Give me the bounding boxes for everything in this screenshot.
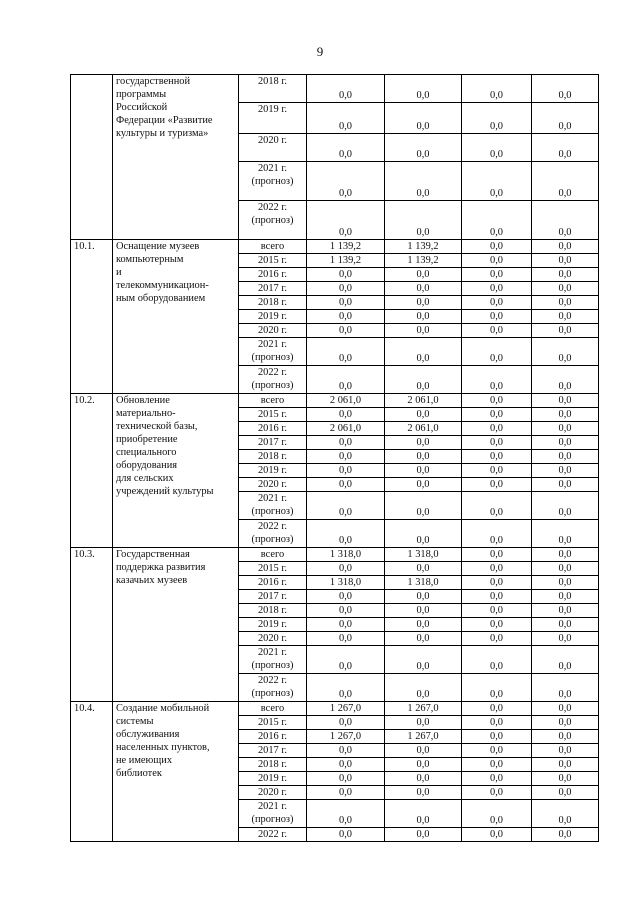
value-cell: 0,0 (307, 562, 385, 576)
value-cell: 0,0 (385, 758, 462, 772)
value-cell: 0,0 (462, 464, 532, 478)
period-cell: 2018 г. (239, 296, 307, 310)
value-cell: 0,0 (532, 134, 599, 162)
value-cell: 0,0 (385, 618, 462, 632)
value-cell: 0,0 (462, 520, 532, 548)
value-cell: 0,0 (462, 674, 532, 702)
value-cell: 1 139,2 (307, 240, 385, 254)
value-cell: 0,0 (385, 296, 462, 310)
budget-table (70, 74, 599, 842)
value-cell: 0,0 (385, 562, 462, 576)
period-cell: 2017 г. (239, 436, 307, 450)
value-cell: 0,0 (385, 828, 462, 842)
value-cell: 0,0 (532, 103, 599, 134)
value-cell: 0,0 (532, 310, 599, 324)
value-cell: 0,0 (385, 492, 462, 520)
value-cell: 0,0 (385, 478, 462, 492)
value-cell: 0,0 (385, 772, 462, 786)
value-cell: 0,0 (385, 338, 462, 366)
value-cell: 1 267,0 (307, 702, 385, 716)
section-name: государственной программы Российской Федерации «Развитие культуры и туризма» (113, 75, 239, 240)
value-cell: 0,0 (462, 366, 532, 394)
period-cell: 2022 г. (прогноз) (239, 520, 307, 548)
value-cell: 0,0 (462, 562, 532, 576)
value-cell: 2 061,0 (307, 394, 385, 408)
value-cell: 0,0 (307, 828, 385, 842)
period-cell: 2016 г. (239, 268, 307, 282)
value-cell: 0,0 (462, 450, 532, 464)
value-cell: 0,0 (462, 103, 532, 134)
value-cell: 0,0 (532, 800, 599, 828)
value-cell: 0,0 (462, 632, 532, 646)
value-cell: 0,0 (532, 604, 599, 618)
value-cell: 0,0 (532, 75, 599, 103)
period-cell: 2018 г. (239, 75, 307, 103)
value-cell: 1 267,0 (307, 730, 385, 744)
period-cell: 2022 г. (прогноз) (239, 674, 307, 702)
value-cell: 0,0 (532, 394, 599, 408)
period-cell: 2021 г. (прогноз) (239, 338, 307, 366)
value-cell: 0,0 (385, 590, 462, 604)
value-cell: 0,0 (307, 716, 385, 730)
value-cell: 0,0 (532, 786, 599, 800)
value-cell: 0,0 (532, 772, 599, 786)
value-cell: 0,0 (532, 562, 599, 576)
value-cell: 2 061,0 (385, 422, 462, 436)
value-cell: 0,0 (532, 730, 599, 744)
value-cell: 0,0 (462, 800, 532, 828)
value-cell: 0,0 (462, 201, 532, 240)
period-cell: всего (239, 240, 307, 254)
value-cell: 1 318,0 (385, 548, 462, 562)
value-cell: 0,0 (307, 744, 385, 758)
section-name: Обновление материально- технической базы, приобретение специального оборудования для сельских учреждений культуры (113, 394, 239, 548)
value-cell: 0,0 (532, 576, 599, 590)
period-cell: 2016 г. (239, 730, 307, 744)
value-cell: 0,0 (532, 716, 599, 730)
table-row (71, 75, 599, 103)
value-cell: 0,0 (307, 366, 385, 394)
value-cell: 0,0 (532, 492, 599, 520)
value-cell: 0,0 (462, 254, 532, 268)
value-cell: 0,0 (385, 604, 462, 618)
period-cell: всего (239, 548, 307, 562)
value-cell: 0,0 (385, 366, 462, 394)
value-cell: 0,0 (532, 744, 599, 758)
value-cell: 0,0 (532, 408, 599, 422)
value-cell: 0,0 (462, 408, 532, 422)
value-cell: 0,0 (307, 478, 385, 492)
value-cell: 0,0 (385, 436, 462, 450)
value-cell: 0,0 (462, 618, 532, 632)
value-cell: 0,0 (462, 702, 532, 716)
value-cell: 0,0 (462, 75, 532, 103)
value-cell: 0,0 (307, 408, 385, 422)
period-cell: 2020 г. (239, 786, 307, 800)
value-cell: 0,0 (307, 310, 385, 324)
section-index (71, 75, 113, 240)
value-cell: 0,0 (385, 646, 462, 674)
value-cell: 0,0 (462, 716, 532, 730)
value-cell: 0,0 (532, 618, 599, 632)
value-cell: 0,0 (385, 134, 462, 162)
value-cell: 0,0 (385, 450, 462, 464)
value-cell: 0,0 (462, 394, 532, 408)
value-cell: 0,0 (385, 464, 462, 478)
section-index: 10.1. (71, 240, 113, 394)
value-cell: 0,0 (462, 422, 532, 436)
value-cell: 0,0 (385, 408, 462, 422)
value-cell: 1 318,0 (307, 548, 385, 562)
value-cell: 0,0 (462, 786, 532, 800)
value-cell: 0,0 (307, 520, 385, 548)
period-cell: 2017 г. (239, 744, 307, 758)
value-cell: 0,0 (307, 450, 385, 464)
value-cell: 0,0 (385, 520, 462, 548)
value-cell: 0,0 (532, 702, 599, 716)
value-cell: 1 267,0 (385, 702, 462, 716)
section-name: Государственная поддержка развития казачьих музеев (113, 548, 239, 702)
value-cell: 0,0 (462, 296, 532, 310)
value-cell: 0,0 (462, 240, 532, 254)
value-cell: 0,0 (462, 478, 532, 492)
value-cell: 0,0 (532, 296, 599, 310)
value-cell: 1 139,2 (385, 240, 462, 254)
section-index: 10.4. (71, 702, 113, 842)
value-cell: 0,0 (385, 310, 462, 324)
section-name: Создание мобильной системы обслуживания населенных пунктов, не имеющих библиотек (113, 702, 239, 842)
value-cell: 0,0 (532, 632, 599, 646)
value-cell: 0,0 (532, 590, 599, 604)
period-cell: 2018 г. (239, 758, 307, 772)
section-index: 10.3. (71, 548, 113, 702)
value-cell: 0,0 (307, 296, 385, 310)
value-cell: 0,0 (462, 576, 532, 590)
table-row (71, 394, 599, 408)
period-cell: 2021 г. (прогноз) (239, 646, 307, 674)
value-cell: 0,0 (307, 632, 385, 646)
value-cell: 0,0 (307, 590, 385, 604)
value-cell: 0,0 (532, 674, 599, 702)
value-cell: 0,0 (307, 772, 385, 786)
value-cell: 0,0 (385, 75, 462, 103)
period-cell: 2021 г. (прогноз) (239, 162, 307, 201)
value-cell: 0,0 (385, 800, 462, 828)
value-cell: 0,0 (532, 464, 599, 478)
section-name: Оснащение музеев компьютерным и телекоммуникацион- ным оборудованием (113, 240, 239, 394)
value-cell: 1 318,0 (385, 576, 462, 590)
value-cell: 0,0 (532, 450, 599, 464)
period-cell: 2019 г. (239, 464, 307, 478)
period-cell: 2022 г. (прогноз) (239, 366, 307, 394)
table-row (71, 702, 599, 716)
period-cell: 2015 г. (239, 562, 307, 576)
table-row (71, 240, 599, 254)
value-cell: 0,0 (532, 758, 599, 772)
value-cell: 2 061,0 (385, 394, 462, 408)
table-body (71, 75, 599, 842)
period-cell: 2017 г. (239, 282, 307, 296)
value-cell: 0,0 (532, 324, 599, 338)
value-cell: 0,0 (307, 492, 385, 520)
value-cell: 0,0 (532, 436, 599, 450)
value-cell: 0,0 (385, 786, 462, 800)
value-cell: 0,0 (385, 201, 462, 240)
value-cell: 0,0 (307, 604, 385, 618)
value-cell: 0,0 (385, 674, 462, 702)
value-cell: 0,0 (532, 422, 599, 436)
value-cell: 0,0 (307, 201, 385, 240)
value-cell: 0,0 (532, 366, 599, 394)
value-cell: 0,0 (532, 646, 599, 674)
value-cell: 0,0 (307, 134, 385, 162)
value-cell: 0,0 (532, 162, 599, 201)
value-cell: 0,0 (307, 268, 385, 282)
value-cell: 0,0 (385, 268, 462, 282)
value-cell: 0,0 (462, 828, 532, 842)
period-cell: 2018 г. (239, 450, 307, 464)
value-cell: 0,0 (532, 282, 599, 296)
period-cell: 2021 г. (прогноз) (239, 800, 307, 828)
value-cell: 0,0 (532, 201, 599, 240)
value-cell: 0,0 (385, 282, 462, 296)
value-cell: 0,0 (462, 324, 532, 338)
period-cell: 2022 г. (239, 828, 307, 842)
value-cell: 0,0 (532, 240, 599, 254)
period-cell: 2020 г. (239, 324, 307, 338)
period-cell: 2019 г. (239, 618, 307, 632)
value-cell: 0,0 (462, 646, 532, 674)
period-cell: 2018 г. (239, 604, 307, 618)
value-cell: 0,0 (462, 730, 532, 744)
value-cell: 2 061,0 (307, 422, 385, 436)
value-cell: 0,0 (462, 772, 532, 786)
value-cell: 0,0 (462, 134, 532, 162)
value-cell: 0,0 (307, 758, 385, 772)
period-cell: 2015 г. (239, 408, 307, 422)
value-cell: 0,0 (307, 324, 385, 338)
value-cell: 1 267,0 (385, 730, 462, 744)
value-cell: 0,0 (462, 548, 532, 562)
period-cell: 2019 г. (239, 310, 307, 324)
value-cell: 0,0 (385, 324, 462, 338)
period-cell: всего (239, 702, 307, 716)
value-cell: 0,0 (532, 828, 599, 842)
period-cell: 2019 г. (239, 772, 307, 786)
value-cell: 0,0 (307, 436, 385, 450)
period-cell: всего (239, 394, 307, 408)
value-cell: 0,0 (532, 254, 599, 268)
value-cell: 0,0 (385, 162, 462, 201)
period-cell: 2015 г. (239, 254, 307, 268)
value-cell: 0,0 (307, 674, 385, 702)
value-cell: 0,0 (532, 338, 599, 366)
value-cell: 1 139,2 (385, 254, 462, 268)
value-cell: 0,0 (462, 268, 532, 282)
period-cell: 2020 г. (239, 134, 307, 162)
value-cell: 0,0 (532, 478, 599, 492)
value-cell: 0,0 (385, 744, 462, 758)
period-cell: 2021 г. (прогноз) (239, 492, 307, 520)
period-cell: 2020 г. (239, 632, 307, 646)
period-cell: 2016 г. (239, 576, 307, 590)
value-cell: 0,0 (532, 548, 599, 562)
value-cell: 0,0 (532, 268, 599, 282)
period-cell: 2022 г. (прогноз) (239, 201, 307, 240)
value-cell: 0,0 (462, 590, 532, 604)
value-cell: 0,0 (385, 716, 462, 730)
value-cell: 1 318,0 (307, 576, 385, 590)
value-cell: 0,0 (385, 103, 462, 134)
value-cell: 0,0 (462, 604, 532, 618)
period-cell: 2020 г. (239, 478, 307, 492)
value-cell: 0,0 (307, 618, 385, 632)
value-cell: 0,0 (307, 338, 385, 366)
value-cell: 0,0 (307, 103, 385, 134)
value-cell: 0,0 (462, 338, 532, 366)
value-cell: 0,0 (307, 464, 385, 478)
value-cell: 0,0 (307, 800, 385, 828)
value-cell: 0,0 (462, 162, 532, 201)
value-cell: 0,0 (462, 758, 532, 772)
value-cell: 0,0 (462, 310, 532, 324)
value-cell: 0,0 (532, 520, 599, 548)
period-cell: 2019 г. (239, 103, 307, 134)
period-cell: 2015 г. (239, 716, 307, 730)
table-row (71, 548, 599, 562)
value-cell: 0,0 (462, 282, 532, 296)
value-cell: 0,0 (307, 282, 385, 296)
value-cell: 0,0 (462, 436, 532, 450)
value-cell: 0,0 (385, 632, 462, 646)
value-cell: 0,0 (462, 492, 532, 520)
page-number: 9 (316, 44, 324, 59)
value-cell: 1 139,2 (307, 254, 385, 268)
value-cell: 0,0 (307, 786, 385, 800)
section-index: 10.2. (71, 394, 113, 548)
value-cell: 0,0 (307, 646, 385, 674)
value-cell: 0,0 (307, 75, 385, 103)
value-cell: 0,0 (462, 744, 532, 758)
value-cell: 0,0 (307, 162, 385, 201)
period-cell: 2016 г. (239, 422, 307, 436)
period-cell: 2017 г. (239, 590, 307, 604)
